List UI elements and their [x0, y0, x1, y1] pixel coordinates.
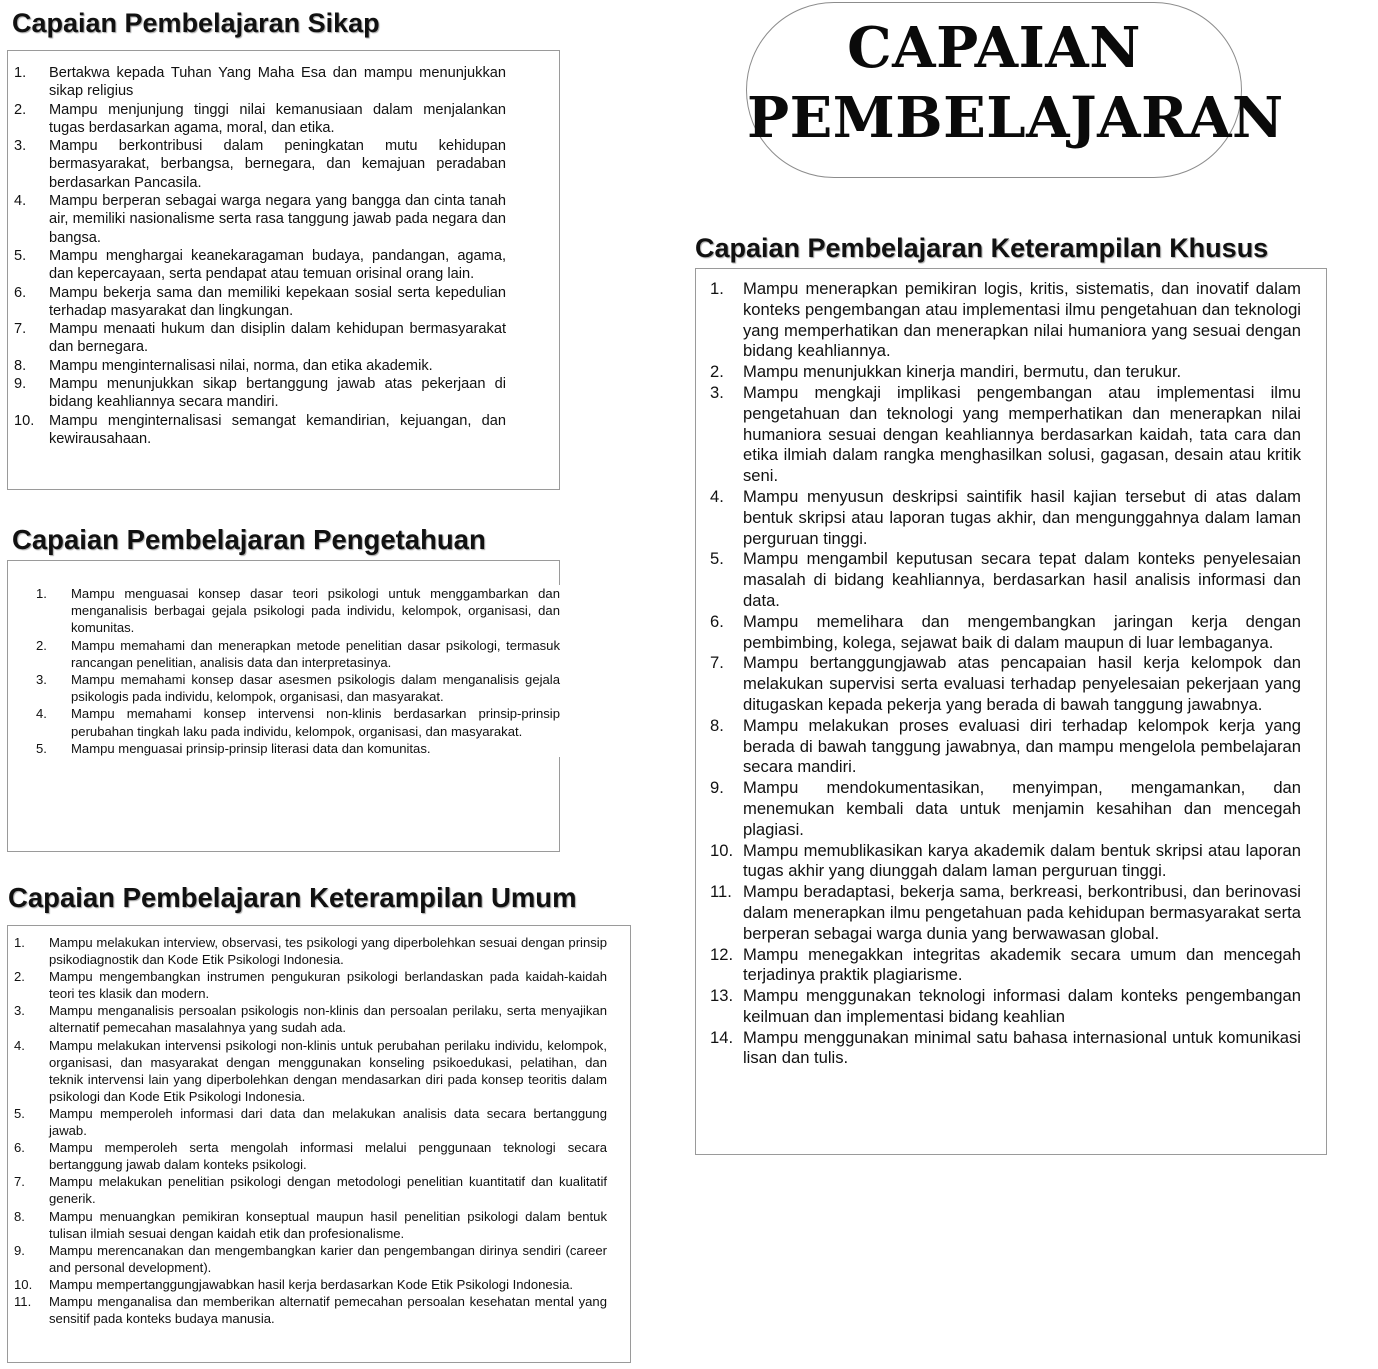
list-item-number: 2.: [36, 637, 47, 653]
list-item-text: Mampu melakukan penelitian psikologi dengan metodologi penelitian kuantitatif dan kualitatif generik.: [49, 1174, 607, 1207]
list-item-text: Mampu memahami dan menerapkan metode penelitian dasar psikologi, termasuk rancangan penelitian, analisis data dan interpretasinya.: [71, 637, 560, 670]
list-item-number: 4.: [14, 193, 27, 210]
list-item-text: Mampu bekerja sama dan memiliki kepekaan sosial serta kepedulian terhadap masyarakat dan lingkungan.: [49, 284, 506, 319]
list-item-number: 8.: [710, 715, 724, 735]
list-item: [14, 1037, 607, 1105]
list-item-number: 5.: [14, 1105, 25, 1121]
list-item: [710, 383, 1301, 487]
list-item: [14, 192, 506, 247]
list-item-text: Mampu menguasai konsep dasar teori psikologi untuk menggambarkan dan menganalisis berbagai gejala psikologi pada individu, kelompok, organisasi, dan komunitas.: [71, 586, 560, 636]
list-item: [710, 716, 1301, 778]
list-item: [710, 612, 1301, 654]
list-item-text: Mampu mempertanggungjawabkan hasil kerja berdasarkan Kode Etik Psikologi Indonesia.: [49, 1276, 574, 1292]
list-item-text: Mampu memublikasikan karya akademik dalam bentuk skripsi atau laporan tugas akhir yang diunggah dalam laman perguruan tinggi.: [743, 840, 1301, 881]
list-item: [14, 137, 506, 192]
list-item: [14, 64, 506, 101]
khusus-list: [710, 279, 1301, 1069]
list-item-text: Mampu menunjukkan sikap bertanggung jawab atas pekerjaan di bidang keahliannya secara mandiri.: [49, 376, 506, 411]
list-item: [14, 357, 506, 375]
list-item: [14, 1293, 607, 1327]
list-item-number: 5.: [14, 247, 27, 264]
list-item: [14, 101, 506, 138]
list-item: [14, 412, 506, 449]
list-item-text: Mampu merencanakan dan mengembangkan karier dan pengembangan dirinya sendiri (career and personal development).: [49, 1242, 607, 1275]
list-item-number: 6.: [14, 1140, 25, 1156]
list-item: [710, 362, 1301, 383]
list-item-text: Mampu menegakkan integritas akademik secara umum dan mencegah terjadinya praktik plagiarisme.: [743, 944, 1301, 985]
list-item-text: Mampu melakukan proses evaluasi diri terhadap kelompok kerja yang berada di bawah tanggung jawabnya, dan mampu mengelola pembelajaran secara mandiri.: [743, 715, 1301, 777]
list-item-number: 1.: [710, 279, 724, 298]
list-item-text: Mampu memahami konsep dasar asesmen psikologis dalam menganalisis gejala psikologis pada individu, kelompok, organisasi, dan masyarakat.: [71, 672, 560, 705]
list-item-text: Mampu menaati hukum dan disiplin dalam kehidupan bermasyarakat dan bernegara.: [49, 321, 506, 356]
list-item-number: 5.: [36, 740, 47, 756]
list-item-number: 4.: [710, 486, 724, 506]
list-item: [710, 986, 1301, 1028]
list-item-text: Mampu melakukan intervensi psikologi non-klinis untuk perubahan perilaku individu, kelompok, organisasi, dan masyarakat dengan menggunakan konseling psikoedukasi, pelatihan, dan teknik intervensi lain yang diperbolehkan dengan mendasarkan diri pada konsep teoritis dalam psikologi dan Kode Etik Psikologi Indonesia.: [49, 1037, 607, 1104]
list-item-text: Mampu menjunjung tinggi nilai kemanusiaan dalam menjalankan tugas berdasarkan agama, moral, dan etika.: [49, 101, 506, 136]
list-item-number: 1.: [14, 935, 25, 950]
list-item-text: Mampu mengkaji implikasi pengembangan atau implementasi ilmu pengetahuan dan teknologi yang memperhatikan dan menerapkan nilai humaniora sesuai dengan keahliannya berdasarkan kaidah, tata cara dan etika ilmiah dalam rangka menghasilkan solusi, gagasan, desain atau kritik seni.: [743, 382, 1301, 486]
list-item-text: Mampu memperoleh informasi dari data dan melakukan analisis data secara bertanggung jawab.: [49, 1105, 607, 1139]
list-item-text: Mampu mendokumentasikan, menyimpan, mengamankan, dan menemukan kembali data untuk menjamin kesahihan dan mencegah plagiasi.: [743, 778, 1301, 839]
list-item-number: 11.: [14, 1293, 32, 1309]
list-item-text: Mampu menerapkan pemikiran logis, kritis, sistematis, dan inovatif dalam konteks pengembangan atau implementasi ilmu pengetahuan dan teknologi yang memperhatikan dan menerapkan nilai humaniora yang sesuai dengan bidang keahliannya.: [743, 279, 1301, 361]
pengetahuan-list: [36, 585, 560, 757]
main-title-badge: [746, 2, 1284, 178]
list-item-number: 2.: [14, 969, 25, 985]
list-item-number: 5.: [710, 549, 724, 569]
list-item-number: 12.: [710, 944, 734, 964]
list-item-number: 14.: [710, 1027, 734, 1047]
list-item-text: Mampu menuangkan pemikiran konseptual maupun hasil penelitian psikologi dalam bentuk tulisan ilmiah sesuai dengan kaidah etik dan profesionalisme.: [49, 1208, 607, 1241]
list-item-number: 8.: [14, 1208, 25, 1224]
list-item-text: Mampu memelihara dan mengembangkan jaringan kerja dengan pembimbing, kolega, sejawat baik di dalam maupun di luar lembaganya.: [743, 611, 1301, 652]
list-item: [14, 1139, 607, 1173]
list-item-text: Mampu menganalisa dan memberikan alternatif pemecahan persoalan kesehatan mental yang sensitif pada konteks budaya manusia.: [49, 1293, 607, 1327]
list-item: [710, 841, 1301, 883]
list-item-number: 3.: [36, 672, 47, 688]
umum-title: Capaian Pembelajaran Keterampilan Umum: [8, 882, 577, 913]
sikap-list: [14, 64, 506, 448]
list-item-number: 2.: [710, 362, 724, 382]
list-item: [14, 1208, 607, 1242]
list-item: [710, 778, 1301, 840]
list-item-number: 9.: [14, 376, 27, 393]
list-item: [14, 284, 506, 321]
list-item-text: Mampu beradaptasi, bekerja sama, berkreasi, berkontribusi, dan berinovasi dalam menerapkan ilmu pengetahuan pada kehidupan bermasyarakat serta berperan sebagai warga dunia yang berwawasan global.: [743, 882, 1301, 943]
list-item-text: Mampu mengambil keputusan secara tepat dalam konteks penyelesaian masalah di bidang keahliannya, berdasarkan hasil analisis informasi dan data.: [743, 549, 1301, 610]
list-item-number: 11.: [710, 882, 732, 902]
list-item-number: 3.: [710, 382, 724, 402]
list-item-text: Mampu menguasai prinsip-prinsip literasi data dan komunitas.: [71, 740, 431, 756]
khusus-title: Capaian Pembelajaran Keterampilan Khusus: [695, 233, 1269, 263]
list-item: [36, 705, 560, 739]
list-item-number: 7.: [710, 653, 724, 673]
list-item-number: 10.: [710, 840, 734, 860]
list-item: [36, 671, 560, 705]
list-item: [710, 487, 1301, 549]
list-item-number: 10.: [14, 412, 35, 429]
list-item: [14, 1105, 607, 1139]
list-item-number: 6.: [14, 284, 27, 301]
list-item-text: Mampu mengembangkan instrumen pengukuran psikologi berlandaskan pada kaidah-kaidah teori tes klasik dan modern.: [49, 969, 607, 1002]
list-item-text: Mampu menghargai keanekaragaman budaya, pandangan, agama, dan kepercayaan, serta pendapat atau temuan orisinal orang lain.: [49, 247, 506, 283]
list-item: [14, 968, 607, 1002]
list-item-number: 8.: [14, 357, 27, 374]
list-item: [36, 637, 560, 671]
list-item-number: 4.: [14, 1037, 25, 1053]
main-title-line-2: PEMBELAJARAN: [747, 85, 1284, 151]
list-item-number: 6.: [710, 611, 724, 631]
sikap-title: Capaian Pembelajaran Sikap: [12, 8, 380, 38]
list-item-text: Mampu memahami konsep intervensi non-klinis berdasarkan prinsip-prinsip perubahan tingkah laku pada individu, kelompok, organisasi, dan masyarakat.: [71, 706, 560, 739]
list-item-text: Mampu memperoleh serta mengolah informasi melalui penggunaan teknologi secara bertanggung jawab dalam konteks psikologi.: [49, 1140, 607, 1173]
list-item: [14, 1173, 607, 1207]
list-item: [36, 740, 560, 757]
list-item-text: Mampu menginternalisasi semangat kemandirian, kejuangan, dan kewirausahaan.: [49, 412, 506, 447]
list-item-text: Mampu menginternalisasi nilai, norma, dan etika akademik.: [49, 357, 433, 374]
list-item: [14, 1276, 607, 1293]
list-item-text: Mampu menunjukkan kinerja mandiri, bermutu, dan terukur.: [743, 362, 1182, 382]
list-item: [14, 1242, 607, 1276]
list-item-number: 3.: [14, 1003, 25, 1019]
list-item: [14, 375, 506, 412]
list-item: [14, 320, 506, 357]
list-item-number: 13.: [710, 986, 734, 1006]
list-item-number: 9.: [710, 778, 724, 798]
list-item-text: Mampu menyusun deskripsi saintifik hasil kajian tersebut di atas dalam bentuk skripsi atau laporan tugas akhir, dan mengunggahnya dalam laman perguruan tinggi.: [743, 486, 1301, 548]
list-item: [710, 279, 1301, 362]
list-item: [710, 945, 1301, 987]
list-item-number: 3.: [14, 138, 27, 155]
list-item-number: 10.: [14, 1276, 33, 1292]
list-item: [36, 585, 560, 637]
umum-list: [14, 934, 607, 1327]
list-item-text: Mampu berkontribusi dalam peningkatan mutu kehidupan bermasyarakat, berbangsa, bernegara, dan kemajuan peradaban berdasarkan Pancasila.: [49, 138, 506, 191]
list-item-text: Mampu melakukan interview, observasi, tes psikologi yang diperbolehkan sesuai dengan prinsip psikodiagnostik dan Kode Etik Psikologi Indonesia.: [49, 935, 607, 968]
list-item: [710, 653, 1301, 715]
list-item: [710, 549, 1301, 611]
main-title-line-1: CAPAIAN: [847, 15, 1141, 81]
list-item: [710, 882, 1301, 944]
list-item-text: Mampu berperan sebagai warga negara yang bangga dan cinta tanah air, memiliki nasionalisme serta rasa tanggung jawab pada negara dan bangsa.: [49, 193, 506, 246]
list-item-text: Mampu menganalisis persoalan psikologis non-klinis dan persoalan perilaku, serta menyajikan alternatif pemecahan masalahnya yang sudah ada.: [49, 1003, 607, 1036]
list-item-number: 9.: [14, 1242, 25, 1258]
list-item-number: 1.: [14, 65, 27, 81]
list-item-text: Mampu menggunakan teknologi informasi dalam konteks pengembangan keilmuan dan implementasi bidang keahlian: [743, 986, 1301, 1026]
list-item-number: 2.: [14, 101, 27, 118]
pengetahuan-title: Capaian Pembelajaran Pengetahuan: [12, 524, 486, 555]
list-item-text: Mampu menggunakan minimal satu bahasa internasional untuk komunikasi lisan dan tulis.: [743, 1027, 1301, 1068]
list-item-text: Bertakwa kepada Tuhan Yang Maha Esa dan mampu menunjukkan sikap religius: [49, 65, 506, 100]
list-item-number: 4.: [36, 706, 47, 722]
list-item-number: 1.: [36, 586, 47, 601]
list-item-text: Mampu bertanggungjawab atas pencapaian hasil kerja kelompok dan melakukan supervisi serta evaluasi terhadap penyelesaian pekerjaan yang ditugaskan kepada pekerja yang berada di bawah tanggung jawabnya.: [743, 653, 1301, 714]
list-item-number: 7.: [14, 321, 27, 338]
list-item: [14, 1002, 607, 1036]
list-item: [14, 247, 506, 284]
list-item: [710, 1028, 1301, 1070]
list-item-number: 7.: [14, 1174, 25, 1190]
list-item: [14, 934, 607, 968]
